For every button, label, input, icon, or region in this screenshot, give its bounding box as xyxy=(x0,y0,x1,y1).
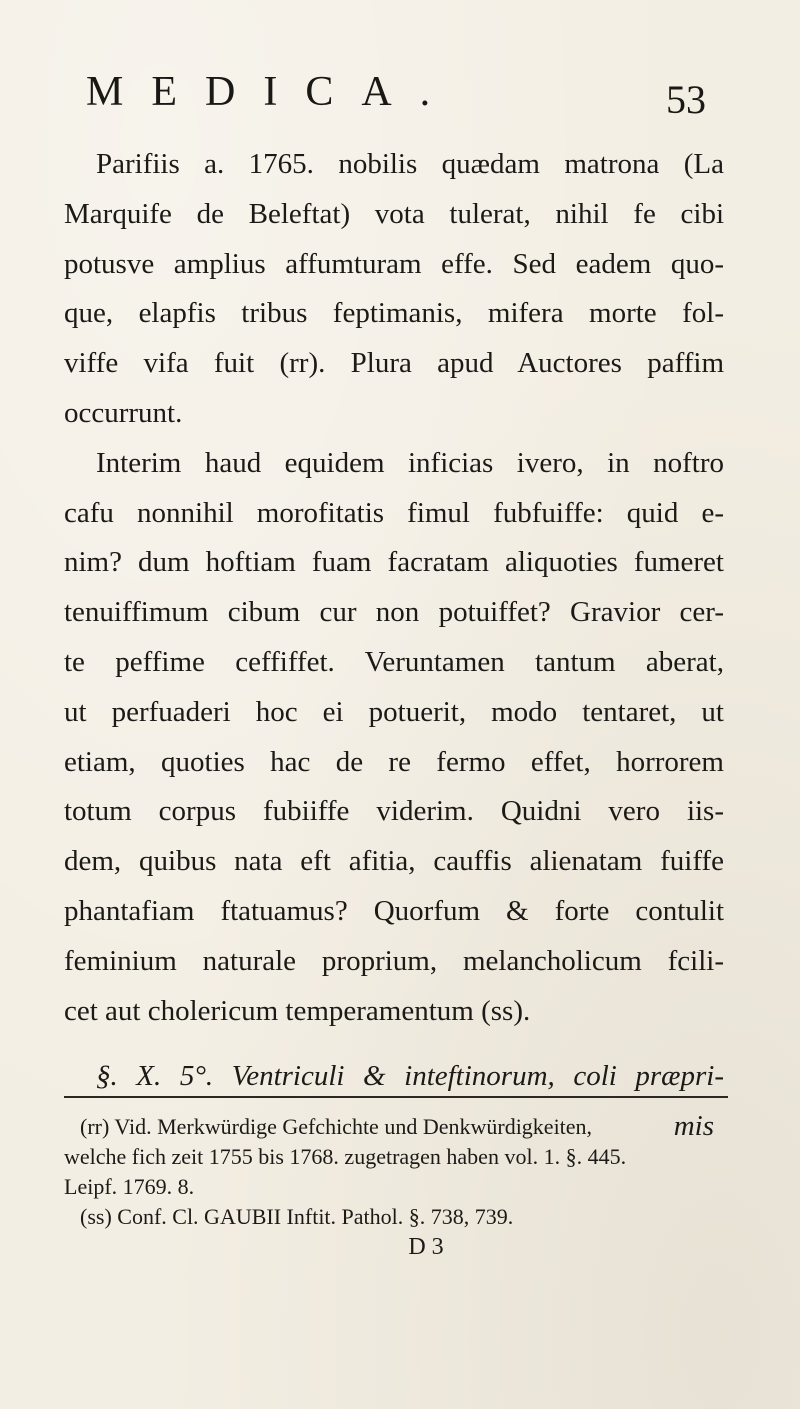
text-line: occurrunt. xyxy=(64,396,183,429)
text-line: etiam, quoties hac de re fermo effet, horrorem xyxy=(64,745,724,778)
signature-mark: D 3 xyxy=(408,1234,444,1260)
text-line: potusve amplius affumturam effe. Sed eadem quo- xyxy=(64,247,724,280)
section-heading-line: §. X. 5°. Ventriculi & inteftinorum, coli præpri- xyxy=(96,1060,724,1093)
text-line: Parifiis a. 1765. nobilis quædam matrona (La xyxy=(96,148,724,180)
section-heading-line: mis xyxy=(673,1110,714,1143)
text-line: dem, quibus nata eft afitia, cauffis alienatam fuiffe xyxy=(64,845,724,878)
text-line: Marquife de Beleftat) vota tulerat, nihil fe cibi xyxy=(64,197,724,230)
running-head: MEDICA. xyxy=(86,69,459,115)
footnote-line: (rr) Vid. Merkwürdige Gefchichte und Denkwürdigkeiten, xyxy=(80,1114,593,1139)
footnote-line: Leipf. 1769. 8. xyxy=(64,1174,195,1199)
text-line: nim? dum hoftiam fuam facratam aliquoties fumeret xyxy=(64,546,724,579)
text-line: Interim haud equidem inficias ivero, in noftro xyxy=(96,446,724,479)
footnote-line: welche fich zeit 1755 bis 1768. zugetragen haben vol. 1. §. 445. xyxy=(64,1144,627,1169)
text-line: ut perfuaderi hoc ei potuerit, modo tentaret, ut xyxy=(64,695,724,728)
page-number: 53 xyxy=(666,77,706,122)
text-line: que, elapfis tribus feptimanis, mifera morte fol- xyxy=(64,297,724,330)
text-line: viffe vifa fuit (rr). Plura apud Auctores paffim xyxy=(64,347,724,380)
text-line: feminium naturale proprium, melancholicum fcili- xyxy=(64,944,724,977)
page-header xyxy=(86,68,706,128)
text-line: totum corpus fubiiffe viderim. Quidni vero iis- xyxy=(64,795,724,828)
main-text xyxy=(64,140,724,1152)
footnote-rule xyxy=(64,1096,728,1098)
footnotes xyxy=(64,1112,728,1262)
footnote-line: (ss) Conf. Cl. GAUBII Inftit. Pathol. §. 738, 739. xyxy=(80,1204,514,1229)
text-line: cafu nonnihil morofitatis fimul fubfuiffe: quid e- xyxy=(64,496,724,529)
text-line: cet aut cholericum temperamentum (ss). xyxy=(64,994,531,1027)
text-line: tenuiffimum cibum cur non potuiffet? Gravior cer- xyxy=(64,596,724,629)
text-line: phantafiam ftatuamus? Quorfum & forte contulit xyxy=(64,894,724,927)
text-line: te peffime ceffiffet. Veruntamen tantum aberat, xyxy=(64,645,724,678)
